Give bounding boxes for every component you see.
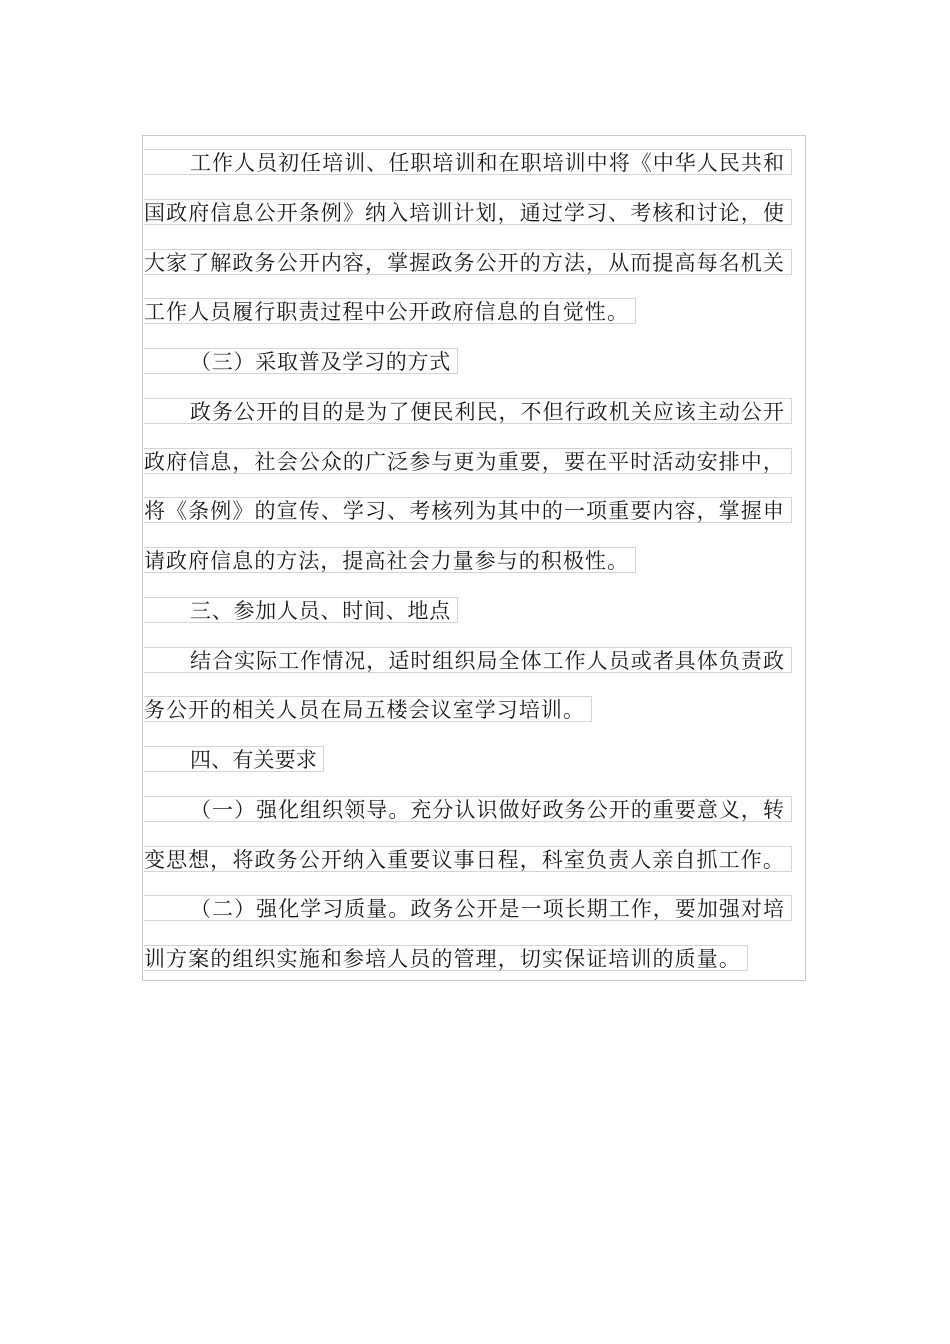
text-line <box>144 846 792 872</box>
line-text: 将《条例》的宣传、学习、考核列为其中的一项重要内容，掌握申 <box>144 499 785 523</box>
line-text: 请政府信息的方法，提高社会力量参与的积极性。 <box>144 549 629 573</box>
line-text: （三）采取普及学习的方式 <box>190 350 451 374</box>
line-text: 工作人员履行职责过程中公开政府信息的自觉性。 <box>144 300 629 324</box>
text-line <box>144 647 792 673</box>
line-text: 大家了解政务公开内容，掌握政务公开的方法，从而提高每名机关 <box>144 251 785 275</box>
line-text: 务公开的相关人员在局五楼会议室学习培训。 <box>144 698 585 722</box>
line-text: 政府信息，社会公众的广泛参与更为重要，要在平时活动安排中， <box>144 450 785 474</box>
text-line <box>144 547 636 573</box>
line-text: 工作人员初任培训、任职培训和在职培训中将《中华人民共和 <box>190 151 785 175</box>
text-line <box>144 398 792 424</box>
line-text: 国政府信息公开条例》纳入培训计划，通过学习、考核和讨论，使 <box>144 201 785 225</box>
text-line <box>144 199 792 225</box>
text-line <box>144 249 792 275</box>
text-line <box>144 696 592 722</box>
line-text: 四、有关要求 <box>190 748 317 772</box>
text-line <box>144 149 792 175</box>
line-text: 三、参加人员、时间、地点 <box>190 599 451 623</box>
line-text: （二）强化学习质量。政务公开是一项长期工作，要加强对培 <box>190 897 785 921</box>
line-text: （一）强化组织领导。充分认识做好政务公开的重要意义，转 <box>190 798 785 822</box>
text-line <box>144 895 792 921</box>
text-line <box>144 448 792 474</box>
text-line <box>144 945 748 971</box>
text-line <box>144 298 636 324</box>
line-text: 变思想，将政务公开纳入重要议事日程，科室负责人亲自抓工作。 <box>144 848 785 872</box>
text-line <box>144 796 792 822</box>
text-line <box>144 497 792 523</box>
section-heading <box>144 746 324 772</box>
section-heading <box>144 348 458 374</box>
line-text: 结合实际工作情况，适时组织局全体工作人员或者具体负责政 <box>190 649 785 673</box>
section-heading <box>144 597 458 623</box>
line-text: 训方案的组织实施和参培人员的管理，切实保证培训的质量。 <box>144 947 741 971</box>
line-text: 政务公开的目的是为了便民利民，不但行政机关应该主动公开 <box>190 400 785 424</box>
